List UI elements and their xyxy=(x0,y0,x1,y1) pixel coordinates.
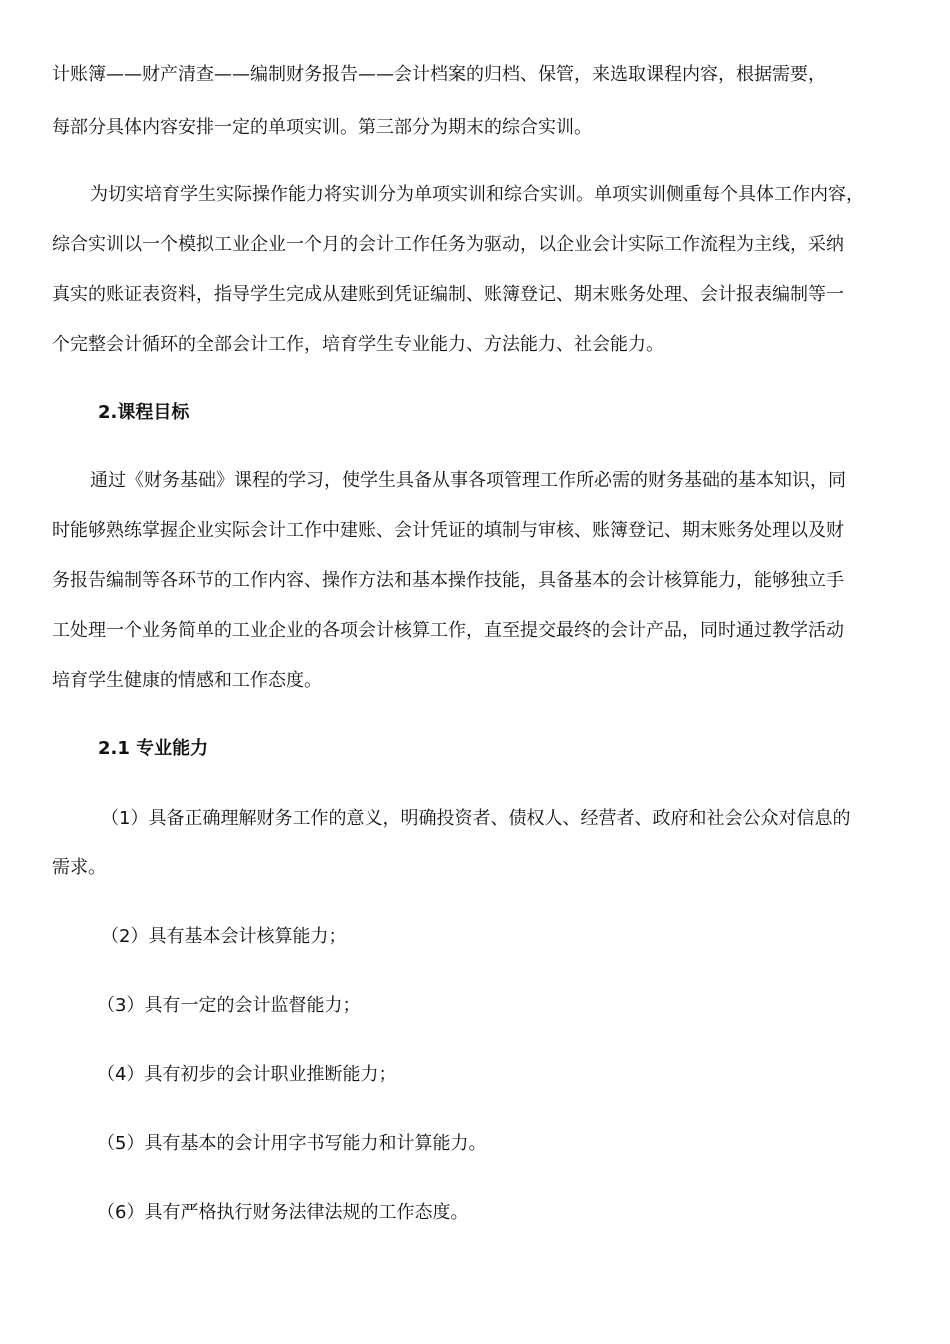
section-heading-course-goal: 2.课程目标 xyxy=(98,402,190,423)
ability-item-1-line-2: 需求。 xyxy=(52,857,106,878)
ability-item-5: （5）具有基本的会计用字书写能力和计算能力。 xyxy=(97,1133,487,1154)
ability-item-6: （6）具有严格执行财务法律法规的工作态度。 xyxy=(97,1202,469,1223)
paragraph-2-line-4: 个完整会计循环的全部会计工作，培育学生专业能力、方法能力、社会能力。 xyxy=(52,334,664,355)
paragraph-1-line-1: 计账簿——财产清查——编制财务报告——会计档案的归档、保管，来选取课程内容，根据需要， xyxy=(52,64,826,85)
ability-item-2: （2）具有基本会计核算能力； xyxy=(101,926,347,947)
paragraph-3-line-5: 培育学生健康的情感和工作态度。 xyxy=(52,670,322,691)
paragraph-2-line-1: 为切实培育学生实际操作能力将实训分为单项实训和综合实训。单项实训侧重每个具体工作内容， xyxy=(90,184,864,205)
paragraph-2-line-2: 综合实训以一个模拟工业企业一个月的会计工作任务为驱动，以企业会计实际工作流程为主线，采纳 xyxy=(52,234,844,255)
ability-item-4: （4）具有初步的会计职业推断能力； xyxy=(97,1064,397,1085)
paragraph-3-line-1: 通过《财务基础》课程的学习，使学生具备从事各项管理工作所必需的财务基础的基本知识，同 xyxy=(90,470,846,491)
section-heading-professional-ability: 2.1 专业能力 xyxy=(98,738,209,759)
paragraph-3-line-3: 务报告编制等各环节的工作内容、操作方法和基本操作技能，具备基本的会计核算能力，能够独立手 xyxy=(52,570,844,591)
paragraph-3-line-4: 工处理一个业务简单的工业企业的各项会计核算工作，直至提交最终的会计产品，同时通过教学活动 xyxy=(52,620,844,641)
paragraph-1-line-2: 每部分具体内容安排一定的单项实训。第三部分为期末的综合实训。 xyxy=(52,117,592,138)
paragraph-3-line-2: 时能够熟练掌握企业实际会计工作中建账、会计凭证的填制与审核、账簿登记、期末账务处理以及财 xyxy=(52,520,844,541)
ability-item-1-line-1: （1）具备正确理解财务工作的意义，明确投资者、债权人、经营者、政府和社会公众对信息的 xyxy=(101,808,851,829)
paragraph-2-line-3: 真实的账证表资料，指导学生完成从建账到凭证编制、账簿登记、期末账务处理、会计报表编制等一 xyxy=(52,284,844,305)
ability-item-3: （3）具有一定的会计监督能力； xyxy=(97,995,361,1016)
